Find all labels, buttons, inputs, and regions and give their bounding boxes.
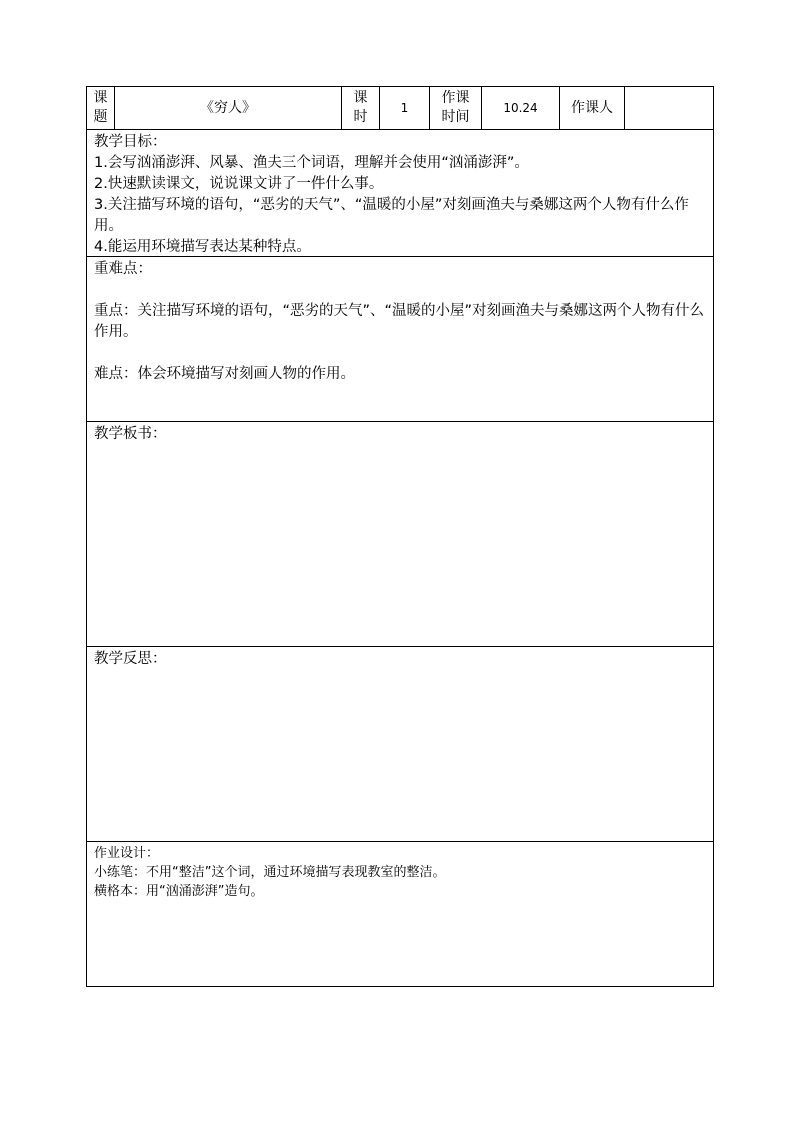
keypoints-heading: 重难点：: [94, 261, 152, 277]
difficulty-point: 难点：体会环境描写对刻画人物的作用。: [94, 366, 355, 382]
course-title-cell: [115, 87, 342, 129]
period-label-cell: [342, 87, 380, 129]
objectives-heading: 教学目标：: [94, 134, 167, 150]
author-label-cell: [560, 87, 625, 129]
homework-section: [87, 842, 713, 986]
key-point: 重点：关注描写环境的语句，“恶劣的天气”、“温暖的小屋”对刻画渔夫与桑娜这两个人物有什么作用。: [94, 303, 705, 340]
time-value-cell: [482, 87, 560, 129]
lesson-plan-table: [86, 86, 714, 987]
objective-item: 3.关注描写环境的语句，“恶劣的天气”、“温暖的小屋”对刻画渔夫与桑娜这两个人物有什么作用。: [94, 197, 689, 234]
objective-item: 2.快速默读课文，说说课文讲了一件什么事。: [94, 176, 384, 192]
period-label-2: 时: [353, 109, 368, 125]
objective-item: 1.会写汹涌澎湃、风暴、渔夫三个词语，理解并会使用“汹涌澎湃”。: [94, 155, 529, 171]
period-label-1: 课: [353, 90, 368, 106]
time-label-1: 作课: [441, 90, 470, 106]
course-label-1: 课: [93, 90, 108, 106]
homework-item: 横格本：用“汹涌澎湃”造句。: [94, 884, 264, 899]
header-row: [87, 87, 713, 130]
time-label-cell: [430, 87, 482, 129]
reflection-section: [87, 647, 713, 842]
author-value-cell: [625, 87, 713, 129]
period-value-cell: [380, 87, 430, 129]
homework-item: 小练笔：不用“整洁”这个词，通过环境描写表现教室的整洁。: [94, 865, 446, 880]
reflection-heading: 教学反思：: [94, 651, 167, 667]
period-value: 1: [400, 100, 409, 115]
author-label: 作课人: [571, 99, 613, 116]
homework-heading: 作业设计：: [94, 846, 160, 861]
objectives-section: [87, 130, 713, 257]
time-label-2: 时间: [441, 109, 470, 125]
course-label-2: 题: [93, 109, 108, 125]
board-heading: 教学板书：: [94, 426, 167, 442]
objective-item: 4.能运用环境描写表达某种特点。: [94, 239, 311, 255]
board-section: [87, 422, 713, 647]
course-label-cell: [87, 87, 115, 129]
keypoints-section: [87, 257, 713, 422]
course-title: 《穷人》: [200, 99, 256, 116]
time-value: 10.24: [503, 100, 538, 115]
